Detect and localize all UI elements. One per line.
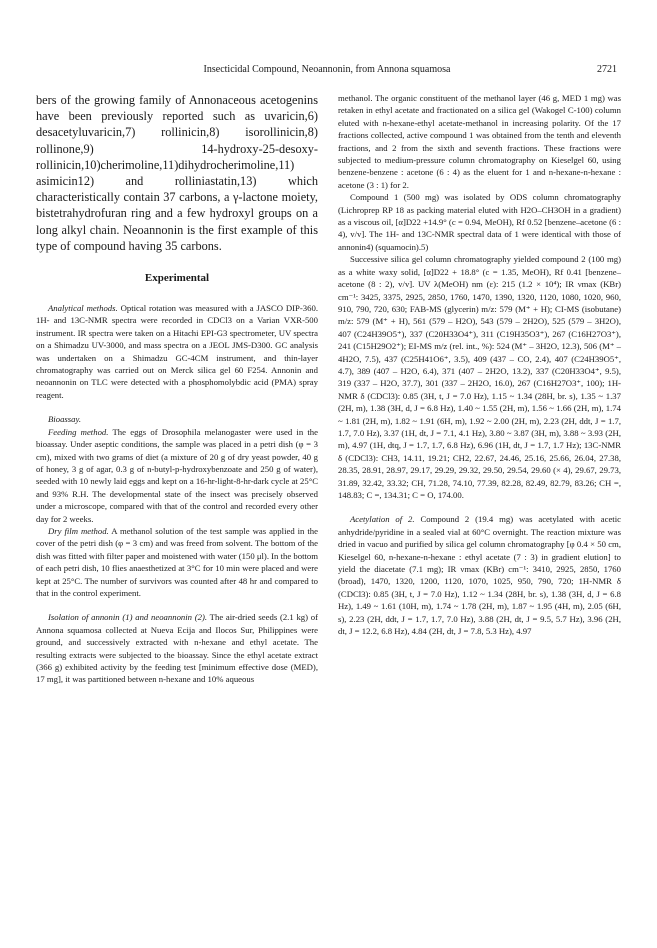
paragraph-dry-film-method	[36, 525, 318, 599]
right-column	[338, 92, 621, 637]
paragraph-text: Compound 2 (19.4 mg) was acetylated with acetic anhydride/pyridine in a sealed vial at 60°C overnight. The reaction mixture was dried in vacuo and purified by silica gel column chromatography [φ 0.4 × 50 cm, Kieselgel 60, n-hexane-n-hexane : ethyl acetate (7 : 3) in gradient elution] to yield the diacetate (7.1 mg); IR νmax (KBr) cm⁻¹: 3410, 2925, 2850, 1760 (broad), 1470, 1320, 1200, 1120, 1070, 1025, 950, 790, 720; 1H-NMR δ (CDCl3): 0.85 (3H, t, J = 7.0 Hz), 1.12 ~ 1.34 (28H, br. s), 1.38 (3H, d, J = 6.8 Hz), 1.49 ~ 1.61 (10H, m), 1.74 ~ 1.78 (2H, m), 1.87 ~ 1.95 (4H, m), 2.05 (6H, s), 2.23 (2H, ddt, J = 1.7, 1.7, 7.0 Hz), 3.88 (2H, dt, J = 9.5, 5.7 Hz), 3.96 (2H, dt, J = 12.2, 6.8 Hz), 4.84 (2H, dt, J = 7.8, 5.3 Hz), 4.97	[338, 514, 621, 637]
paragraph-methanol: methanol. The organic constituent of the methanol layer (46 g, MED 1 mg) was retaken in ethyl acetate and fractionated on a silica gel (Wakogel C-100) column eluted with n-hexane-ethyl acetate-methanol in increasing polarity. Of the 17 fractions collected, active compound 1 was obtained from the tenth and eleventh fractions, and 2 from the sixth and seventh fractions. These fractions were subjected to medium-pressure column chromatography on Kieselgel 60, using benzene-benzene : acetone (6 : 4) as the eluent for 1 and n-hexane-n-hexane : acetone (3 : 1) for 2.	[338, 93, 621, 190]
intro-paragraph: bers of the growing family of Annonaceous acetogenins have been previously reported such as uvaricin,6) desacetyluvaricin,7) rollinicin,8) isorollinicin,8) rollinone,9) 14-hydroxy-25-desoxy-rollinicin,10)cherimoline,11)dihydrocherimoline,11) asimicin12) and rolliniastatin,13) which characteristically contain 37 carbons, a γ-lactone moiety, bistetrahydrofuran ring and a few hydroxyl groups on a long alkyl chain. Neoannonin is the first example of this type of compound having 35 carbons.	[36, 93, 318, 253]
paragraph-lead: Dry film method.	[48, 525, 109, 536]
paragraph-lead: Bioassay.	[48, 414, 82, 425]
paragraph-lead: Acetylation of 2.	[350, 514, 415, 525]
left-column	[36, 92, 318, 686]
experimental-body	[36, 302, 318, 686]
running-title: Insecticidal Compound, Neoannonin, from Annona squamosa	[203, 64, 451, 75]
paragraph-text: Optical rotation was measured with a JASCO DIP-360. 1H- and 13C-NMR spectra were recorded in CDCl3 on a Varian VXR-500 instrument. IR spectra were taken on a Hitachi EPI-G3 spectrometer, UV spectra on a Shimadzu UV-3000, and mass spectra on a JEOL JMS-D300. GC analysis was undertaken on a Shimadzu GC-4CM instrument, and thin-layer chromatography was carried out on Merck silica gel 60 F254. Annonin and neoannonin on TLC were detected with a phosphomolybdic acid (PMA) spray reagent.	[36, 303, 318, 400]
page-number: 2721	[597, 64, 617, 75]
paragraph-feeding-method	[36, 426, 318, 525]
paragraph-lead: Analytical methods.	[48, 303, 118, 314]
paragraph-compound-1: Compound 1 (500 mg) was isolated by ODS column chromatography (Lichroprep RP 18 as packing material eluted with H2O–CH3OH in a gradient) as a viscous oil, [α]D22 +14.9° (c = 0.94, MeOH), Rf 0.52 [benzene–acetone (6 : 4), v/v]. The 1H- and 13C-NMR spectral data of 1 were identical with those of annonin4) (squamocin).5)	[338, 192, 621, 252]
paragraph-isolation	[36, 611, 318, 685]
paragraph-acetylation	[338, 513, 621, 637]
paragraph-analytical-methods	[36, 302, 318, 401]
paragraph-bioassay	[36, 413, 318, 425]
section-heading-experimental: Experimental	[144, 272, 210, 285]
paragraph-text: A methanol solution of the test sample was applied in the cover of the petri dish (φ = 3 cm) and was freed from solvent. The bottom of the dish was fitted with filter paper and moistened with water (150 μl). In the bottom of each petri dish, 10 flies anaesthetized at 3°C for 10 min were placed and were kept at 25°C. The number of survivors was counted after 48 hr and compared to that in the control experiment.	[36, 525, 318, 598]
paragraph-lead: Feeding method.	[48, 426, 109, 437]
paragraph-text: The eggs of Drosophila melanogaster were used in the bioassay. Under aseptic conditions, the sample was placed in a petri dish (φ = 3 cm), mixed with two grams of diet (a mixture of 20 g of dry yeast powder, 40 g of honey, 3 g of agar, 0.3 g of n-butyl-p-hydroxybenzoate and 250 g of water), seeded with 10 newly laid eggs and kept on a 16-hr-light-8-hr-dark cycle at 25°C and 93% R.H. The developmental state of the insect was precisely observed under a microscope, compared with that of the control and recorded every other day for 2 weeks.	[36, 426, 318, 524]
paragraph-compound-2: Successive silica gel column chromatography yielded compound 2 (100 mg) as a white waxy solid, [α]D22 + 18.8° (c = 1.35, MeOH), Rf 0.41 [benzene–acetone (8 : 2), v/v]. UV λ(MeOH) nm (ε): 215 (1.2 × 10⁴); IR νmax (KBr) cm⁻¹: 3425, 3375, 2925, 2850, 1760, 1470, 1390, 1320, 1120, 1080, 1020, 960, 910, 790, 720, 630; FAB-MS (glycerin) m/z: 579 (M⁺ + H); CI-MS (isobutane) m/z: 579 (M⁺ + H), 561 (579 – H2O), 543 (579 – 2H2O), 525 (579 – 3H2O), 407 (C24H39O5⁺), 337 (C20H33O4⁺), 311 (C19H35O3⁺), 267 (C16H27O3⁺), 241 (C15H29O2⁺); EI-MS m/z (rel. int., %): 524 (M⁺ – 3H2O, 12.3), 506 (M⁺ – 4H2O, 7.5), 437 (C25H41O6⁺, 3.5), 409 (437 – CO, 2.4), 407 (C24H39O5⁺, 4.7), 389 (407 – H2O, 6.4), 371 (407 – 2H2O, 13.2), 337 (C20H33O4⁺, 9.5), 319 (337 – H2O, 37.7), 301 (337 – 2H2O, 16.0), 267 (C16H27O3⁺, 100); 1H-NMR δ (CDCl3): 0.85 (3H, t, J = 7.0 Hz), 1.15 ~ 1.34 (28H, br. s), 1.35 ~ 1.37 (2H, m), 1.38 (3H, d, J = 6.8 Hz), 1.40 ~ 1.55 (2H, m), 1.56 ~ 1.66 (2H, m), 1.74 ~ 1.81 (2H, m), 1.82 ~ 1.91 (6H, m), 1.92 ~ 2.00 (2H, m), 2.23 (2H, ddt, J = 1.7, 1.7, 7.0 Hz), 3.37 (1H, dt, J = 7.1, 4.1 Hz), 3.80 ~ 3.87 (3H, m), 3.88 ~ 3.93 (2H, m), 4.97 (1H, dtq, J = 1.7, 1.7, 6.8 Hz), 6.96 (1H, dt, J = 1.7, 1.7 Hz); 13C-NMR δ (CDCl3): CH3, 14.11, 19.21; CH2, 22.67, 24.46, 25.16, 25.66, 26.04, 27.38, 28.35, 28.91, 28.97, 29.17, 29.29, 29.32, 29.50, 29.54, 29.60 (× 4), 29.67, 29.73, 31.89, 32.42, 33.32; CH, 71.28, 74.10, 77.39, 82.28, 82.49, 82.79, 83.26; CH =, 148.83; C =, 134.31; C = O, 174.00.	[338, 254, 621, 500]
paragraph-lead: Isolation of annonin (1) and neoannonin (2).	[48, 612, 208, 623]
paragraph-text: The air-dried seeds (2.1 kg) of Annona squamosa collected at Nueva Ecija and Ilocos Sur, Philippines were ground, and successively extracted with n-hexane and ethyl acetate. The resulting extracts were subjected to the bioassay. Since the ethyl acetate extract (366 g) exhibited activity by the feeding test [minimum effective dose (MED), 17 mg], it was partitioned between n-hexane and 10% aqueous	[36, 612, 319, 685]
